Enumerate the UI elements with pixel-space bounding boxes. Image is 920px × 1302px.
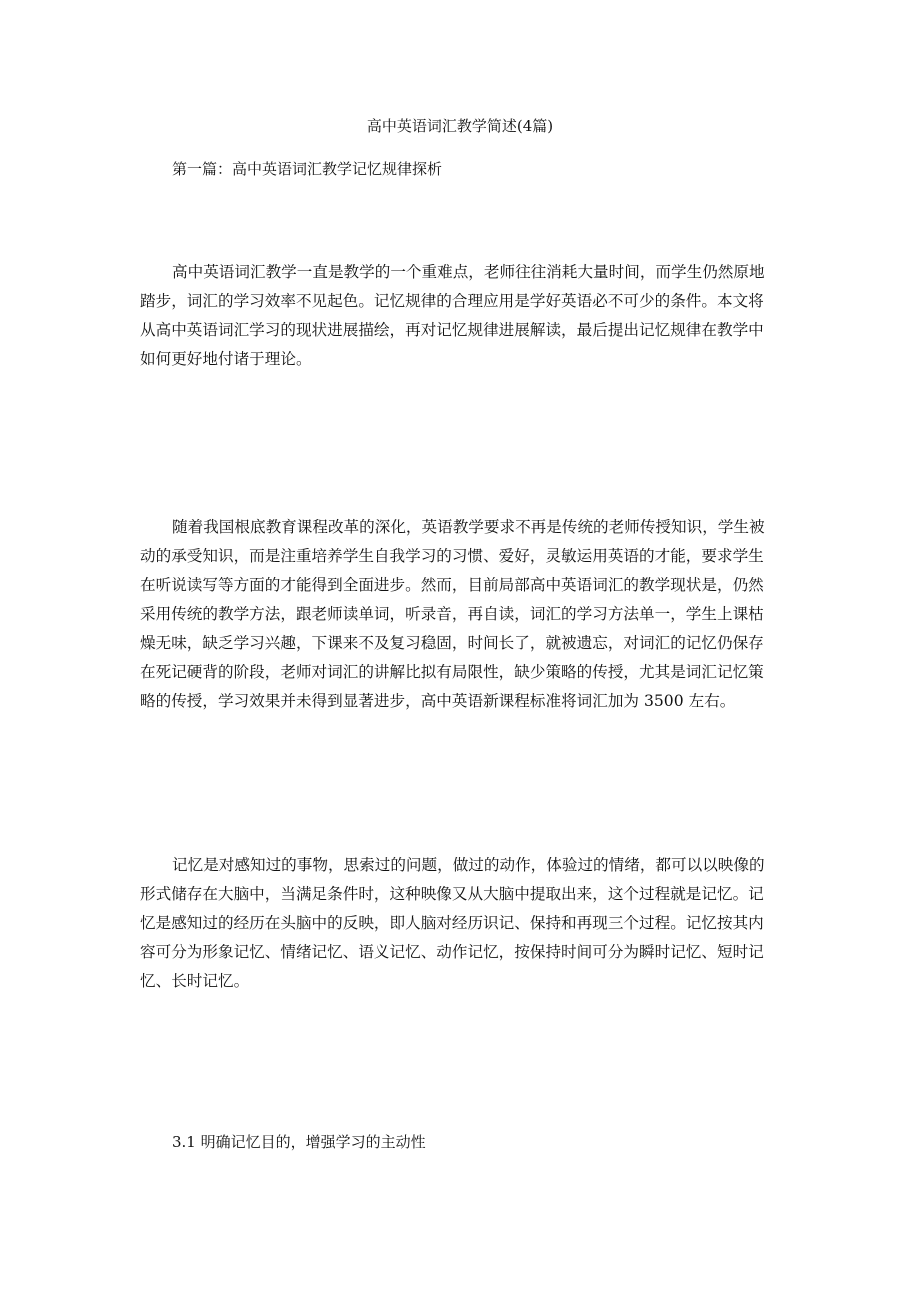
paragraph-line: 略的传授，学习效果并未得到显著进步，高中英语新课程标准将词汇加为 3500 左右。 bbox=[140, 692, 736, 710]
paragraph-line: 燥无味，缺乏学习兴趣，下课来不及复习稳固，时间长了，就被遗忘，对词汇的记忆仍保存 bbox=[140, 634, 764, 652]
paragraph-1 bbox=[140, 258, 785, 374]
paragraph-line: 在死记硬背的阶段，老师对词汇的讲解比拟有局限性，缺少策略的传授，尤其是词汇记忆策 bbox=[140, 663, 764, 681]
paragraph-line: 踏步，词汇的学习效率不见起色。记忆规律的合理应用是学好英语必不可少的条件。本文将 bbox=[140, 292, 764, 310]
paragraph-2 bbox=[140, 513, 785, 716]
paragraph-line: 高中英语词汇教学一直是教学的一个重难点，老师往往消耗大量时间，而学生仍然原地 bbox=[172, 263, 765, 281]
paragraph-line: 动的承受知识，而是注重培养学生自我学习的习惯、爱好，灵敏运用英语的才能，要求学生 bbox=[140, 547, 764, 565]
paragraph-line: 忆是感知过的经历在头脑中的反映，即人脑对经历识记、保持和再现三个过程。记忆按其内 bbox=[140, 914, 764, 932]
paragraph-line: 记忆是对感知过的事物，思索过的问题，做过的动作，体验过的情绪，都可以以映像的 bbox=[172, 856, 765, 874]
paragraph-line: 忆、长时记忆。 bbox=[140, 972, 250, 990]
paragraph-line: 采用传统的教学方法，跟老师读单词，听录音，再自读，词汇的学习方法单一，学生上课枯 bbox=[140, 605, 764, 623]
paragraph-line: 随着我国根底教育课程改革的深化，英语教学要求不再是传统的老师传授知识，学生被 bbox=[172, 518, 765, 536]
paragraph-line: 形式储存在大脑中，当满足条件时，这种映像又从大脑中提取出来，这个过程就是记忆。记 bbox=[140, 885, 764, 903]
document-title: 高中英语词汇教学简述(4篇) bbox=[366, 117, 554, 135]
paragraph-line: 在听说读写等方面的才能得到全面进步。然而，目前局部高中英语词汇的教学现状是，仍然 bbox=[140, 576, 764, 594]
paragraph-line: 从高中英语词汇学习的现状进展描绘，再对记忆规律进展解读，最后提出记忆规律在教学中 bbox=[140, 321, 764, 339]
paragraph-line: 容可分为形象记忆、情绪记忆、语义记忆、动作记忆，按保持时间可分为瞬时记忆、短时记 bbox=[140, 943, 764, 961]
subheading: 3.1 明确记忆目的，增强学习的主动性 bbox=[172, 1133, 426, 1151]
paragraph-line: 如何更好地付诸于理论。 bbox=[140, 350, 312, 368]
section-heading: 第一篇：高中英语词汇教学记忆规律探析 bbox=[172, 160, 443, 178]
paragraph-3 bbox=[140, 851, 785, 996]
